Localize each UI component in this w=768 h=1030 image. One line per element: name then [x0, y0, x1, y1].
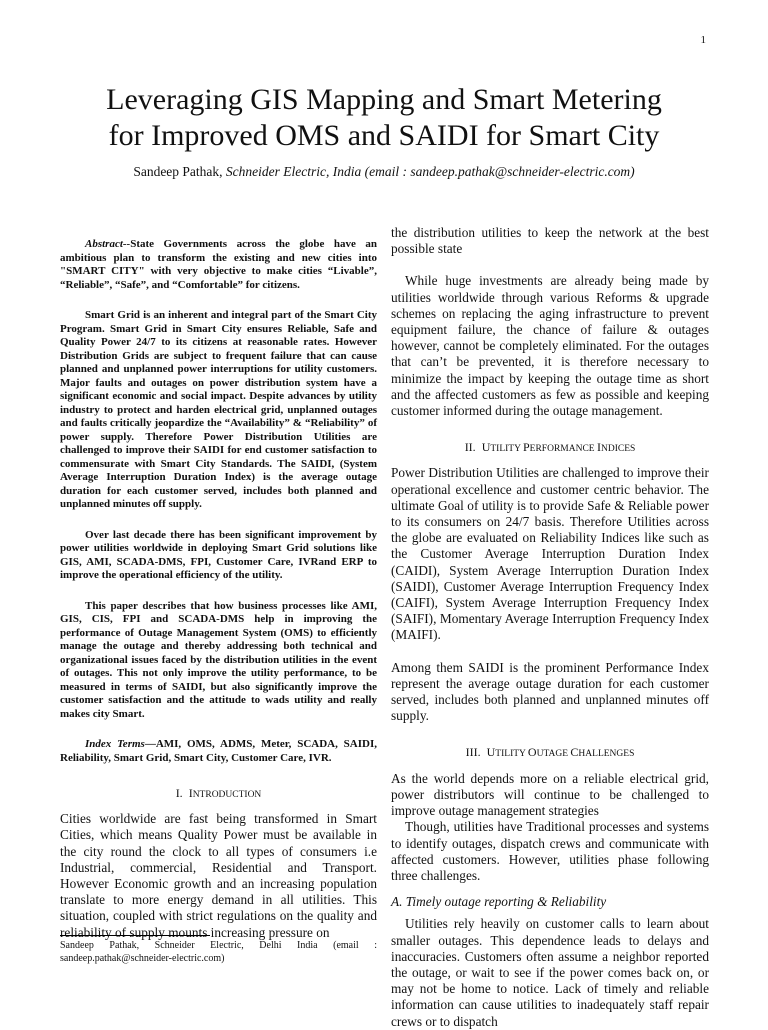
right-column — [391, 225, 709, 1030]
footnote: Sandeep Pathak, Schneider Electric, Delhi India (email : sandeep.pathak@schneider-electric.com) — [60, 940, 377, 964]
introduction-continued: the distribution utilities to keep the network at the best possible state — [391, 225, 709, 257]
outage-challenges-paragraph-2: Though, utilities have Traditional processes and systems to identify outages, dispatch crews and communicate with affected customers. However, utilities phase following three challenges. — [391, 819, 709, 883]
introduction-paragraph-1: Cities worldwide are fast being transformed in Smart Cities, which means Quality Power must be available in the city round the clock to all types of consumers i.e Industrial, commercial, Residential and Transport. However Economic growth and an increasing population translate to more energy demand in all utilities. This situation, coupled with strict regulations on the quality and reliability of supply mounts increasing pressure on — [60, 811, 377, 940]
title-line-1: Leveraging GIS Mapping and Smart Metering — [106, 83, 662, 116]
section-heading-performance-indices: II. UTILITY PERFORMANCE INDICES — [464, 440, 636, 455]
author-line — [40, 164, 728, 180]
left-column — [60, 238, 377, 941]
timely-reporting-paragraph: Utilities rely heavily on customer calls to learn about smaller outages. This dependence leads to delays and inaccuracies. Customers often assume a neighbor reported the outage, or wait to see if the power comes back on, or may not be home to notice. Lack of timely and reliable information can cause utilities to inadequately staff repair crews or to dispatch — [391, 916, 709, 1029]
abstract-label: Abstract-- — [85, 238, 131, 250]
paper-title — [40, 82, 728, 154]
section-heading-introduction: I. INTRODUCTION — [175, 786, 262, 800]
index-terms: Index Terms—AMI, OMS, ADMS, Meter, SCADA, SAIDI, Reliability, Smart Grid, Smart City, Customer Care, IVR. — [60, 738, 377, 764]
abstract-paragraph-3: Over last decade there has been significant improvement by power utilities worldwide in deploying Smart Grid solutions like GIS, AMI, SCADA-DMS, FPI, Customer Care, IVRand ERP to improve the operational efficiency of the utility. — [60, 528, 377, 581]
title-line-2: for Improved OMS and SAIDI for Smart City — [108, 119, 660, 152]
author-affiliation: Schneider Electric, India (email : sandeep.pathak@schneider-electric.com) — [225, 164, 635, 179]
footnote-divider — [60, 935, 210, 936]
subsection-heading-timely-reporting: A. Timely outage reporting & Reliability — [391, 894, 607, 910]
introduction-paragraph-2: While huge investments are already being made by utilities worldwide through various Reforms & upgrade schemes on replacing the aging infrastructure to prevent equipment failure, the chance of failure & outages however, cannot be completely eliminated. For the outages that can’t be prevented, it is therefore necessary to minimize the impact by keeping the outage time as short and the affected customers as few as possible and keeping customer informed during the outage management. — [391, 273, 709, 419]
page-number: 1 — [700, 34, 706, 46]
section-heading-outage-challenges: III. UTILITY OUTAGE CHALLENGES — [465, 745, 635, 760]
index-terms-label: Index Terms — [85, 738, 145, 750]
outage-challenges-paragraph-1: As the world depends more on a reliable electrical grid, power distributors will continue to be challenged to improve outage management strategies — [391, 770, 709, 819]
performance-indices-paragraph-2: Among them SAIDI is the prominent Performance Index represent the average outage duration for each customer served, includes both planned and unplanned minutes off supply. — [391, 659, 709, 724]
abstract-paragraph-2: Smart Grid is an inherent and integral part of the Smart City Program. Smart Grid in Smart City ensures Reliable, Safe and Quality Power 24/7 to its citizens at reasonable rates. However Distribution Grids are subject to frequent failure that can cause planned and unplanned power interruptions for utility customers. Major faults and outages on power distribution system have a significant economic and social impact. Despite advances by utility industry to protect and harden electrical grid, unplanned outages and faults critically jeopardize the “Availability” & “Reliability” of power supply. Therefore Power Distribution Utilities are challenged to improve their SAIDI for end customer satisfaction to commensurate with Smart City Standards. The SAIDI, (System Average Interruption Duration Index) is the average outage duration for each customer served, includes both planned and unplanned minutes off supply. — [60, 309, 377, 510]
abstract-paragraph-1: Abstract--State Governments across the globe have an ambitious plan to transform the existing and new cities into "SMART CITY" with very objective to make cities “Livable”, “Reliable”, “Safe”, and “Comfortable” for citizens. — [60, 238, 377, 291]
performance-indices-paragraph-1: Power Distribution Utilities are challenged to improve their operational excellence and customer centric behavior. The ultimate Goal of utility is to provide Safe & Reliable power to its consumers on 24/7 basis. Therefore Utilities across the globe are evaluated on Reliability Indices like such as the Customer Average Interruption Duration Index (CAIDI), System Average Interruption Duration Index (SAIDI), Customer Average Interruption Frequency Index (CAIFI), System Average Interruption Frequency Index (SAIFI), Momentary Average Interruption Frequency Index (MAIFI). — [391, 465, 709, 643]
author-name: Sandeep Pathak, — [133, 164, 223, 179]
abstract-paragraph-4: This paper describes that how business processes like AMI, GIS, CIS, FPI and SCADA-DMS help in improving the performance of Outage Management System (OMS) to efficiently manage the outage and thereby addressing both technical and organizational issues faced by the distribution utilities in the event of outages. This not only improve the utility performance, to be measured in terms of SAIDI, but also significantly improve the customer satisfaction and the attitude to wads utility and really makes city Smart. — [60, 599, 377, 720]
